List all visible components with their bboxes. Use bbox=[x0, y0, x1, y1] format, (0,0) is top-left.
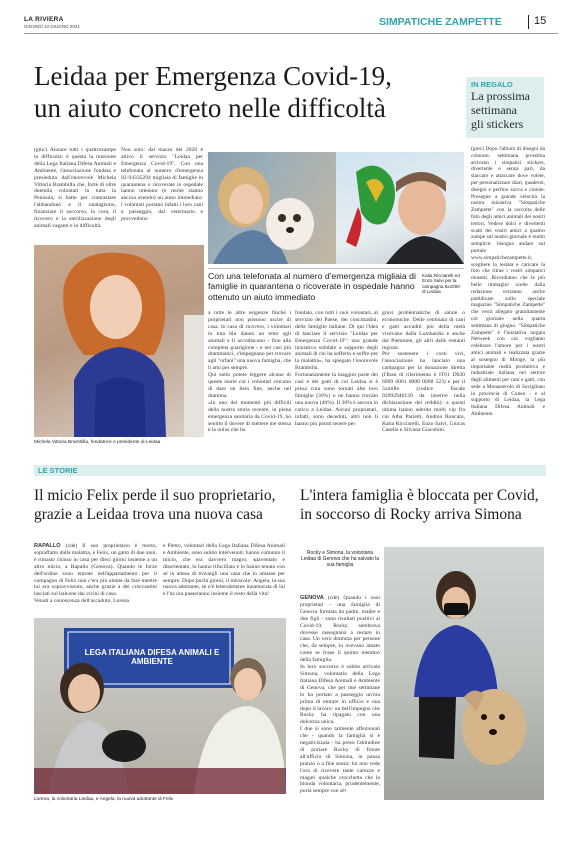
rocky-byline: (cde) bbox=[327, 595, 340, 601]
photo-caption: Con una telefonata al numero d'emergenza migliaia di famiglie in quarantena o ricoverate in ospedale hanno ottenuto un aiuto immediato bbox=[208, 271, 416, 302]
felix-illustration bbox=[34, 618, 286, 794]
rocky-dateline: GENOVA bbox=[300, 595, 324, 601]
header-rule bbox=[24, 33, 558, 34]
main-col3: a tutte le altre esigenze finché i proprietari non possono uscire di casa. In caso di ricovero, i volontari in tuta blu danno un tetto agli animali e li accudiscono - fino alla completa guarigione - e nei casi più drammatici, s'impegnano per trovare agli "orfani" una nuova famiglia, che li ami per sempre. Qui sotto potete leggere alcune di queste storie cui i volontari cercano di dare un lieto fine, anche nel dramma. «In uno dei momenti più difficili della nostra storia recente, in piena emergenza sanitaria da Covid-19, ho sentito il dovere di mettere me stessa e la onlus che ho bbox=[208, 310, 291, 434]
portrait-photo bbox=[34, 245, 204, 437]
sidebar-kicker: IN REGALO bbox=[471, 80, 513, 89]
felix-headline-line2: grazie a Leidaa trova una nuova casa bbox=[34, 505, 263, 523]
section-name: SIMPATICHE ZAMPETTE bbox=[379, 16, 502, 28]
rocky-headline bbox=[300, 487, 550, 524]
sidebar-title-line3: gli stickers bbox=[471, 117, 524, 131]
section-banner-label: LE STORIE bbox=[38, 466, 78, 475]
sidebar-title-line1: La prossima bbox=[471, 89, 530, 103]
woman-dog-illustration bbox=[208, 152, 336, 264]
photo-side-caption: Katia Ricciarelli ed Enzo Salvi per la campagna 5x1000 di Leidaa bbox=[422, 273, 460, 295]
man-parrot-illustration bbox=[336, 152, 464, 264]
rocky-headline-line1: L'intera famiglia è bloccata per Covid, bbox=[300, 487, 539, 504]
felix-text-1: Il suo proprietario è morto, sopraffatto dalla malattia, e Felix, un gatto di due anni, è rimasto chiuso in casa per dieci giorni insieme a un altro micio, a Rapallo (Genova). Quando le forze dell'ordine sono entrate nell'appartamento per il compagno di Felix non c'era più niente da fare mentre lui era sopravvissuto, anche grazie a dei croccantini lasciati sul balcone dai vicini di casa. Venuti a conoscenza dell'accaduto, Lorena bbox=[34, 543, 157, 605]
rocky-photo bbox=[384, 547, 544, 800]
main-headline bbox=[34, 60, 392, 124]
felix-headline bbox=[34, 487, 294, 524]
rocky-illustration bbox=[384, 547, 544, 800]
main-headline-line1: Leidaa per Emergenza Covid-19, bbox=[34, 61, 392, 91]
page-number: 15 bbox=[534, 15, 547, 27]
sidebar-box bbox=[466, 77, 544, 138]
portrait-caption: Michela Vittoria Brambilla, fondatrice e presidente di Leidaa bbox=[34, 440, 161, 445]
main-col1: (gmc) Aiutare tutti i quattrozampe in difficoltà: è questa la missione della Lega Italiana Difesa Animali e Ambiente, l'associazione fondata e presieduta dall'onorevole Michela Vittoria Brambilla che, forte di oltre duemila volontari in tutta la Penisola, si batte per contrastare l'abbandono e il randagismo, finanziare il soccorso, la cura, il ricovero e la sterilizzazione degli animali vaganti e in difficoltà. bbox=[34, 147, 116, 229]
header-divider bbox=[528, 15, 529, 29]
main-col5: gravi problematiche di salute o economiche. Delle centinaia di cani e gatti accuditi più della metà vivevano dalla Lombardia e anche dal Piemonte, gli altri dalle restanti regioni. Per sostenere i costi vivi, l'associazione ha lanciato una campagna per la donazione diretta (l'Iban di riferimento è IT61 D030 6909 6061 0000 0068 523) e per il 5xmille (codice fiscale 03992940139 da inserire nella dichiarazione dei redditi): a questi ultima hanno aderito molti vip fra cui Alba Parietti, Andrea Roncato, Katia Ricciarelli, Enzo Salvi, Giucas Casella e Silvana Giacobini. bbox=[382, 310, 465, 434]
felix-photo bbox=[34, 618, 286, 794]
felix-caption: Lorena, la volontaria Leidaa, e Angela, la nuova adottante di Felix bbox=[34, 797, 174, 802]
portrait-illustration bbox=[34, 245, 204, 437]
photo-rule bbox=[208, 268, 464, 269]
sidebar-text: (gmc) Dopo l'album di disegni da colorare, settimana prossima arrivano i simpatici stickers, divertente e senza pari, da staccare e attaccare dove volete, per personalizzare diari, quaderni, disegni e perfino zucca e ciotole. Prosegue a grande velocità la nostra iniziativa "Simpatiche Zampette" con la raccolta delle foto degli amici animali dei nostri lettori. Vedere dolci e divertenti scatti dei vostri amici a quattro zampe sul nostro giornale è molto semplice: bisogna andare sul portale www.simpatichezampette.it, scegliere la testata e caricare la foto che ritrae i vostri simpatici musetti. Ricordiamo che le più belle immagini scelte dalla redazione verranno anche pubblicate sullo speciale magazine "Simpatiche Zampette" che verrà allegato gratuitamente col giornale nella quarta settimana di giugno. "Simpatiche Zampette" è l'iniziativa targata Netweek con cui vogliamo celebrare l'amore per i nostri amici animali e realizzata grazie al sostegno di Monge, la più importante realtà produttiva e industriale italiana nel settore degli alimenti per cani e gatti, con sede a Monasterolo di Savigliano in provincia di Cuneo - e al supporto di Leidaa, la Lega Italiana Difesa Animali e Ambiente. bbox=[471, 146, 545, 418]
felix-byline: (cde) bbox=[65, 543, 78, 549]
rocky-text bbox=[300, 595, 380, 803]
rocky-photo-caption: Rocky e Simona, la volontaria Leidaa di Genova che ha salvato la sua famiglia bbox=[300, 550, 380, 569]
felix-text-col1 bbox=[34, 543, 157, 615]
rocky-headline-line2: in soccorso di Rocky arriva Simona bbox=[300, 505, 522, 523]
newspaper-name: LA RIVIERA bbox=[24, 16, 64, 23]
felix-photo-banner-text: LEGA ITALIANA DIFESA ANIMALI E AMBIENTE bbox=[84, 648, 220, 666]
felix-text-col2: e Pietro, volontari della Lega Italiana Difesa Animali e Ambiente, sono subito intervenuti: hanno comunto il micio, che era davvero magro, spaventato e disorientato, lo hanno rifocillato e lo hanno tenuto con sé in attesa di trovargli una casa che lo amasse per sempre. Dopo pochi giorni, il miracolo: Angela, la sua nuova adottante, se n'è letteralmente innamorata di lui e l'ha ora passeranno insieme il resto della vita! bbox=[163, 543, 285, 598]
main-col4: fondato, con tutti i suoi volontari, al servizio del Paese, dei concittadini, delle famiglie italiane. Di qui l'idea di lanciare il servizio "Leidaa per Emergenza Covid-19": una grande iniziativa solidale a supporto degli animali di chi ha sofferto e soffre per la malattia», ha spiegato l'onorevole Brambilla. Fortunatamente la maggior parte dei casi è dei gatti di cui Leidaa si è presa cura sono tornati alle loro famiglie (30%) o ne hanno trovato una nuova (40%). Il 30% è ancora in carico a Leidaa. Alcuni proprietari, infatti, sono deceduti, altri non li hanno più potuti tenere per bbox=[295, 310, 378, 427]
photo-man-with-parrot bbox=[336, 152, 464, 264]
sidebar-title-line2: settimana bbox=[471, 103, 517, 117]
section-banner bbox=[34, 465, 546, 476]
felix-headline-line1: Il micio Felix perde il suo proprietario, bbox=[34, 487, 276, 504]
main-col2: Non solo: dal marzo del 2020 è attivo il servizio "Leidaa per Emergenza Covid-19". Con una telefonata al numero d'emergenza 02-94335294 migliaia di famiglie in quarantena o ricoverate in ospedale hanno ottenuto (e molte stanno ancora avendo) un aiuto immediato: i volontari portano infatti i loro cani a passeggio, dal veterinario e provvedono bbox=[121, 147, 203, 223]
sidebar-title bbox=[471, 89, 530, 131]
main-headline-line2: un aiuto concreto nelle difficoltà bbox=[34, 93, 386, 123]
felix-dateline: RAPALLO bbox=[34, 543, 61, 549]
issue-date: GIOVEDÌ 10 GIUGNO 2021 bbox=[24, 24, 80, 29]
photo-woman-with-dog bbox=[208, 152, 336, 264]
rocky-text-body: Quando i suoi proprietari - una famiglia di Genova formata da padre, madre e due figli - sono risultati positivi al Covid-19, Rocky sembrava dovesse rassegnarsi a restare in casa. Un vero dramma per persone che, da sempre, lo avevano amato come se fosse il quinto membro della famiglia. In loro soccorso è subito arrivata Simona, volontaria della Lega Italiana Difesa Animali e Ambiente di Genova, che per due settimane lo ha portato a passeggio un'ora prima di entrare in ufficio e una dopo il lavoro: un bell'impegno che Rocky ha ripagato con una dolcezza unica. I due si sono talmente affezionati che - quando la famiglia si è negativizzata - ha preso l'abitudine di portare Rocky di fronte all'ufficio di Simona, in pausa pranzo o a fine senza: lui non vede l'ora di ricevere tante carezze e magari qualche crocchetta che la bionda volontaria, prudentemente, porta sempre con sé! bbox=[300, 595, 380, 795]
